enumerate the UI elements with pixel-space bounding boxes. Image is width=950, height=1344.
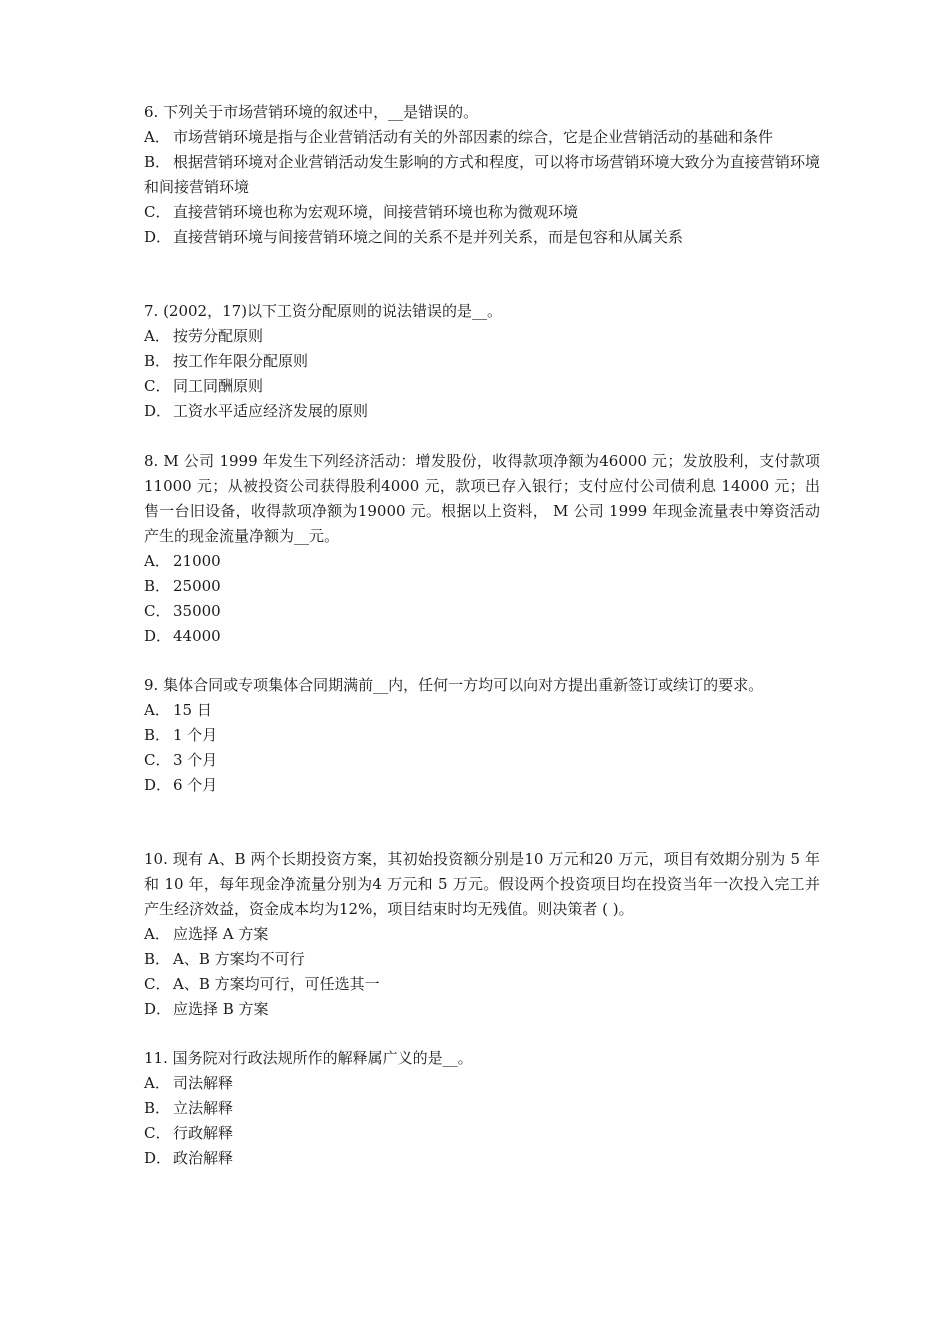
option-c (144, 748, 820, 773)
question-6 (144, 100, 820, 250)
option-a (144, 698, 820, 723)
option-key: D． (144, 627, 172, 645)
option-text: 直接营销环境与间接营销环境之间的关系不是并列关系，而是包容和从属关系 (173, 228, 684, 246)
option-a (144, 922, 820, 947)
option-text: 3 个月 (173, 751, 218, 769)
option-text: 35000 (173, 602, 221, 620)
option-d (144, 773, 820, 798)
option-a (144, 125, 820, 150)
option-key: D． (144, 228, 172, 246)
question-8 (144, 449, 820, 649)
option-key: B． (144, 1099, 171, 1117)
option-d (144, 225, 820, 250)
option-text: A、B 方案均不可行 (173, 950, 305, 968)
option-key: C． (144, 377, 171, 395)
option-d (144, 624, 820, 649)
option-text: 按工作年限分配原则 (173, 352, 309, 370)
question-9 (144, 673, 820, 798)
option-key: B． (144, 577, 171, 595)
question-stem: 10. 现有 A、B 两个长期投资方案，其初始投资额分别是10 万元和20 万元，项目有效期分别为 5 年和 10 年，每年现金净流量分别为4 万元和 5 万元。假设两个投资项目均在投资当年一次投入完工并产生经济效益，资金成本均为12%，项目结束时均无残值。则决策者 ( )。 (144, 850, 820, 918)
option-b (144, 574, 820, 599)
option-key: A． (144, 552, 170, 570)
option-text: 应选择 A 方案 (173, 925, 269, 943)
option-d (144, 399, 820, 424)
option-d (144, 1146, 820, 1171)
option-b (144, 723, 820, 748)
question-stem: 7. (2002，17)以下工资分配原则的说法错误的是__。 (144, 302, 503, 320)
option-b (144, 1096, 820, 1121)
option-text: 21000 (173, 552, 221, 570)
option-key: A． (144, 925, 170, 943)
option-text: 应选择 B 方案 (173, 1000, 269, 1018)
option-b (144, 947, 820, 972)
option-text: 25000 (173, 577, 221, 595)
option-text: 政治解释 (173, 1149, 234, 1167)
question-7 (144, 299, 820, 424)
question-10 (144, 847, 820, 1022)
option-text: 市场营销环境是指与企业营销活动有关的外部因素的综合，它是企业营销活动的基础和条件 (173, 128, 774, 146)
option-key: B． (144, 726, 171, 744)
option-c (144, 1121, 820, 1146)
option-text: A、B 方案均可行，可任选其一 (173, 975, 380, 993)
option-a (144, 1071, 820, 1096)
option-b (144, 150, 820, 200)
option-text: 立法解释 (173, 1099, 234, 1117)
option-key: A． (144, 1074, 170, 1092)
option-c (144, 200, 820, 225)
option-c (144, 374, 820, 399)
option-text: 44000 (173, 627, 221, 645)
option-key: C． (144, 1124, 171, 1142)
option-key: D． (144, 776, 172, 794)
option-text: 工资水平适应经济发展的原则 (173, 402, 369, 420)
option-key: A． (144, 128, 170, 146)
question-stem: 6. 下列关于市场营销环境的叙述中，__是错误的。 (144, 103, 479, 121)
option-text: 15 日 (173, 701, 212, 719)
question-stem: 9. 集体合同或专项集体合同期满前__内，任何一方均可以向对方提出重新签订或续订的要求。 (144, 676, 764, 694)
option-text: 直接营销环境也称为宏观环境，间接营销环境也称为微观环境 (173, 203, 579, 221)
question-11 (144, 1046, 820, 1171)
option-text: 按劳分配原则 (173, 327, 264, 345)
option-a (144, 324, 820, 349)
option-text: 1 个月 (173, 726, 218, 744)
option-c (144, 599, 820, 624)
option-d (144, 997, 820, 1022)
option-key: B． (144, 153, 171, 171)
option-key: D． (144, 1149, 172, 1167)
option-text: 同工同酬原则 (173, 377, 264, 395)
option-key: D． (144, 402, 172, 420)
option-key: A． (144, 701, 170, 719)
option-key: C． (144, 602, 171, 620)
option-key: B． (144, 950, 171, 968)
question-stem: 8. M 公司 1999 年发生下列经济活动：增发股份，收得款项净额为46000 元；发放股利，支付款项 11000 元；从被投资公司获得股利4000 元，款项已存入银行；支付应付公司债利息 14000 元；出售一台旧设备，收得款项净额为19000 元。根据以上资料， M 公司 1999 年现金流量表中筹资活动产生的现金流量净额为__元。 (144, 452, 820, 545)
option-text: 司法解释 (173, 1074, 234, 1092)
option-c (144, 972, 820, 997)
option-text: 根据营销环境对企业营销活动发生影响的方式和程度，可以将市场营销环境大致分为直接营销环境和间接营销环境 (144, 153, 820, 196)
option-a (144, 549, 820, 574)
option-key: C． (144, 203, 171, 221)
question-stem: 11. 国务院对行政法规所作的解释属广义的是__。 (144, 1049, 473, 1067)
option-key: B． (144, 352, 171, 370)
option-key: A． (144, 327, 170, 345)
option-text: 行政解释 (173, 1124, 234, 1142)
option-key: C． (144, 751, 171, 769)
option-text: 6 个月 (173, 776, 218, 794)
option-key: C． (144, 975, 171, 993)
option-key: D． (144, 1000, 172, 1018)
option-b (144, 349, 820, 374)
